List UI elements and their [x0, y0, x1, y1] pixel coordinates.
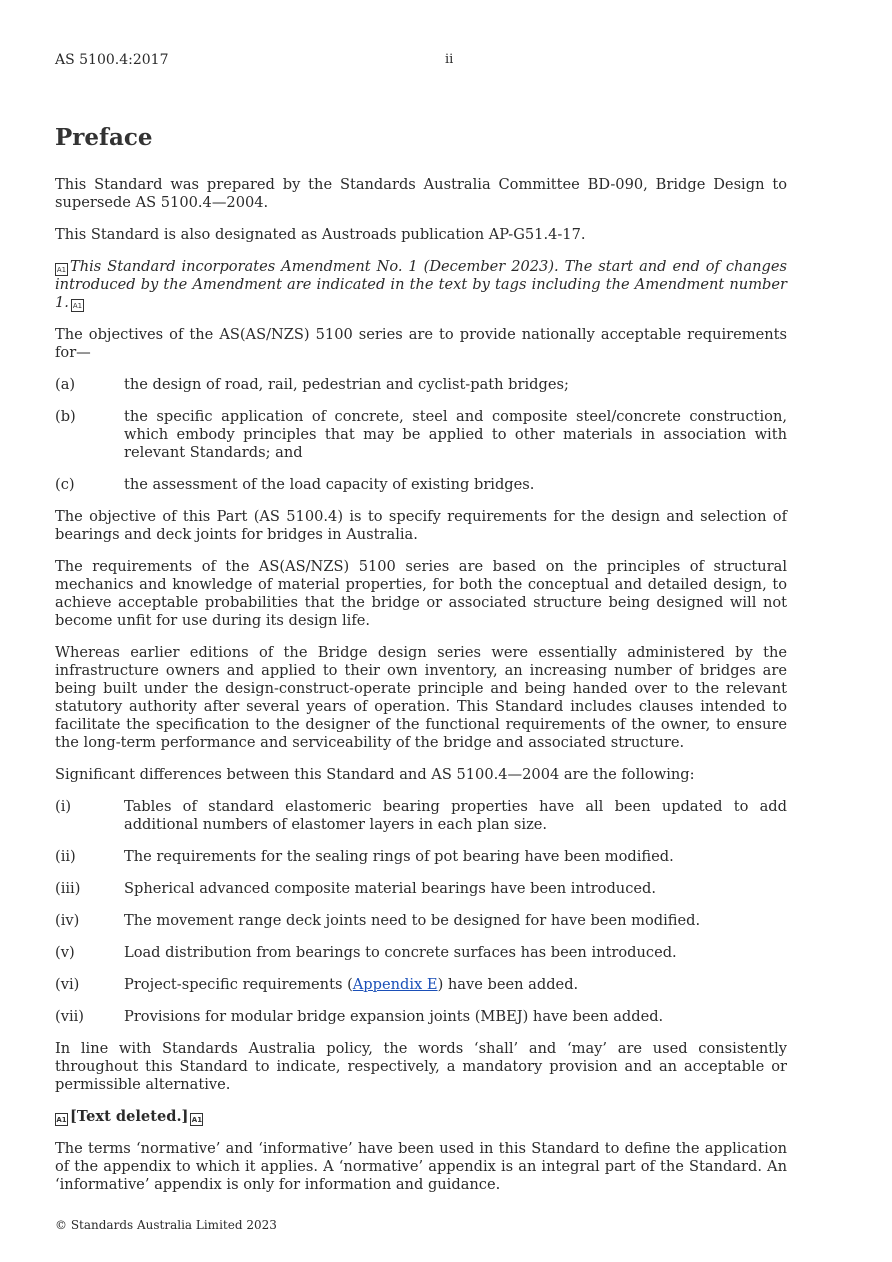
paragraph-part-objective: The objective of this Part (AS 5100.4) is to specify requirements for the design and selection of bearings and deck joints for bridges in Australia.	[55, 508, 787, 543]
list-item	[55, 944, 787, 962]
amendment-start-tag-icon: A1	[55, 263, 68, 276]
list-item-text: the specific application of concrete, steel and composite steel/concrete construction, which embody principles that may be applied to other materials in association with relevant Standards; and	[124, 408, 787, 461]
list-item	[55, 848, 787, 866]
differences-intro: Significant differences between this Standard and AS 5100.4—2004 are the following:	[55, 766, 695, 783]
list-item-text: Spherical advanced composite material bearings have been introduced.	[124, 880, 656, 897]
list-marker: (i)	[55, 798, 72, 815]
list-item	[55, 880, 787, 898]
objectives-list	[55, 376, 787, 494]
text-deleted-note	[55, 1108, 787, 1126]
preface-body	[55, 176, 787, 1208]
list-item-text-before: Project-specific requirements (	[124, 976, 353, 993]
amendment-start-tag-icon: A1	[55, 1113, 68, 1126]
list-item-text	[124, 976, 787, 994]
list-item	[55, 376, 787, 394]
standard-code: AS 5100.4:2017	[55, 52, 169, 68]
paragraph-whereas: Whereas earlier editions of the Bridge design series were essentially administered by the infrastructure owners and applied to their own inventory, an increasing number of bridges are being built under the design-construct-operate principle and being handed over to the relevant statutory authority after several years of operation. This Standard includes clauses intended to facilitate the specification to the designer of the functional requirements of the owner, to ensure the long-term performance and serviceability of the bridge and associated structure.	[55, 644, 787, 751]
amendment-note-text: This Standard incorporates Amendment No. 1 (December 2023). The start and end of changes introduced by the Amendment are indicated in the text by tags including the Amendment number 1.	[55, 258, 787, 311]
list-item-text: Load distribution from bearings to concrete surfaces has been introduced.	[124, 944, 677, 961]
list-item	[55, 476, 787, 494]
list-item-text-after: ) have been added.	[437, 976, 579, 993]
list-item	[55, 408, 787, 462]
list-marker: (c)	[55, 476, 75, 493]
differences-list	[55, 798, 787, 1026]
list-marker: (v)	[55, 944, 75, 961]
paragraph-terms: The terms ‘normative’ and ‘informative’ have been used in this Standard to define the application of the appendix to which it applies. A ‘normative’ appendix is an integral part of the Standard. An ‘informative’ appendix is only for information and guidance.	[55, 1140, 787, 1193]
list-marker: (vii)	[55, 1008, 84, 1025]
objectives-intro: The objectives of the AS(AS/NZS) 5100 series are to provide nationally acceptable requirements for—	[55, 326, 787, 361]
amendment-end-tag-icon: A1	[190, 1113, 203, 1126]
list-item	[55, 798, 787, 834]
page-number: ii	[445, 52, 454, 67]
paragraph-austroads: This Standard is also designated as Austroads publication AP-G51.4-17.	[55, 226, 586, 243]
list-item	[55, 1008, 787, 1026]
page-title: Preface	[55, 124, 153, 151]
amendment-end-tag-icon: A1	[71, 299, 84, 312]
paragraph-prepared-by: This Standard was prepared by the Standards Australia Committee BD-090, Bridge Design to supersede AS 5100.4—2004.	[55, 176, 787, 211]
list-item	[55, 912, 787, 930]
paragraph-policy: In line with Standards Australia policy, the words ‘shall’ and ‘may’ are used consistently throughout this Standard to indicate, respectively, a mandatory provision and an acceptable or permissible alternative.	[55, 1040, 787, 1093]
list-item-text: The movement range deck joints need to be designed for have been modified.	[124, 912, 701, 929]
list-item	[55, 976, 787, 994]
list-item-text: the design of road, rail, pedestrian and cyclist-path bridges;	[124, 376, 569, 393]
list-marker: (b)	[55, 408, 76, 425]
paragraph-requirements: The requirements of the AS(AS/NZS) 5100 series are based on the principles of structural mechanics and knowledge of material properties, for both the conceptual and detailed design, to achieve acceptable probabilities that the bridge or associated structure being designed will not become unfit for use during its design life.	[55, 558, 787, 629]
list-marker: (iii)	[55, 880, 81, 897]
list-item-text: the assessment of the load capacity of existing bridges.	[124, 476, 535, 493]
list-marker: (vi)	[55, 976, 80, 993]
appendix-e-link[interactable]: Appendix E	[352, 976, 438, 993]
list-item-text: Tables of standard elastomeric bearing properties have all been updated to add additional numbers of elastomer layers in each plan size.	[124, 798, 787, 833]
copyright-footer: © Standards Australia Limited 2023	[55, 1218, 277, 1232]
list-marker: (a)	[55, 376, 76, 393]
list-item-text: Provisions for modular bridge expansion joints (MBEJ) have been added.	[124, 1008, 664, 1025]
text-deleted-label: [Text deleted.]	[70, 1108, 189, 1125]
amendment-note	[55, 258, 787, 312]
list-marker: (iv)	[55, 912, 80, 929]
list-marker: (ii)	[55, 848, 76, 865]
list-item-text: The requirements for the sealing rings of pot bearing have been modified.	[124, 848, 674, 865]
